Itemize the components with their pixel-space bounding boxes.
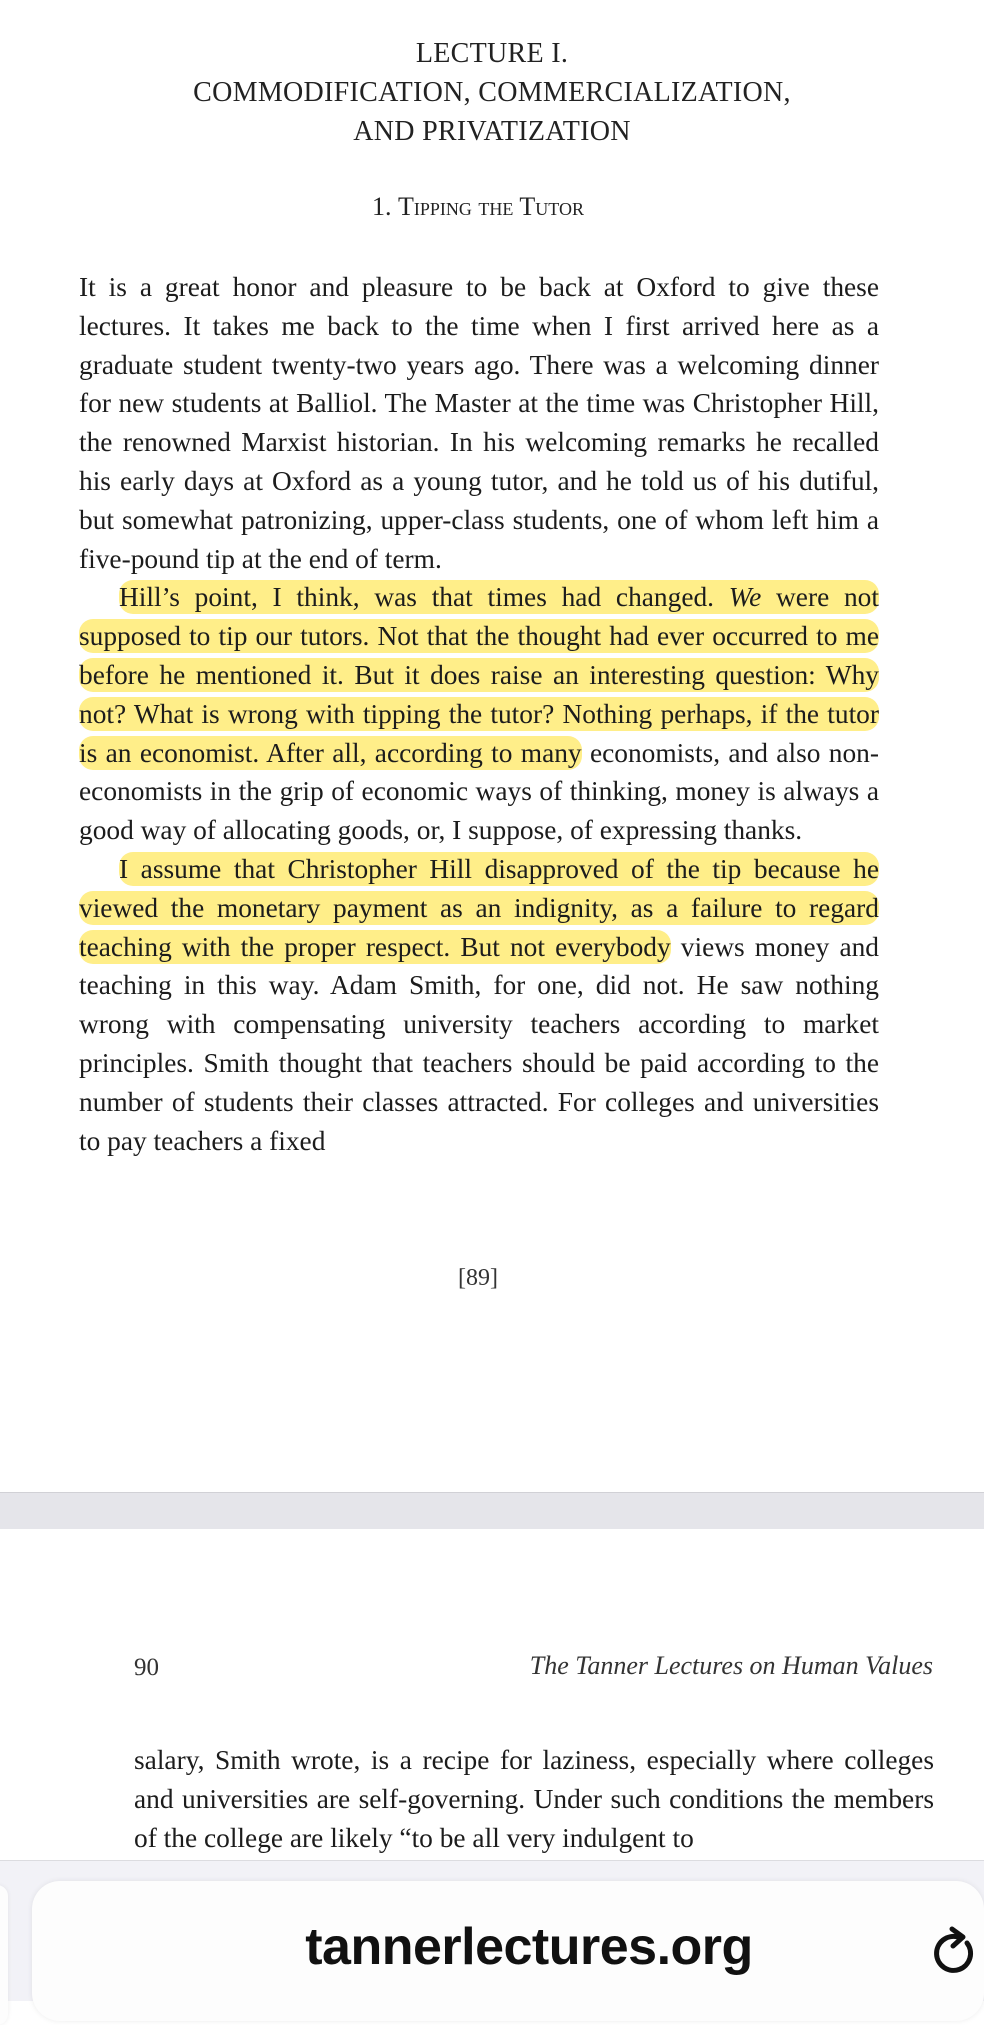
url-text[interactable]: tannerlectures.org: [305, 1918, 753, 1976]
page-separator: [0, 1492, 984, 1530]
body-text: [79, 268, 879, 1160]
section-title: Tipping the Tutor: [398, 192, 584, 221]
page-2-paragraph: salary, Smith wrote, is a recipe for laziness, especially where colleges and universities are self-governing. Under such conditions the members of the college are likely “to be all very indulgent to: [134, 1745, 934, 1853]
title-line-2: COMMODIFICATION, COMMERCIALIZATION,: [193, 77, 791, 108]
paragraph-1: It is a great honor and pleasure to be back at Oxford to give these lectures. It takes me back to the time when I first arrived here as a graduate student twenty-two years ago. There was a welcoming dinner for new students at Balliol. The Master at the time was Christopher Hill, the renowned Marxist historian. In his welcoming remarks he recalled his early days at Oxford as a young tutor, and he told us of his dutiful, but somewhat patronizing, upper-class students, one of whom left him a five-pound tip at the end of term.: [79, 272, 879, 574]
running-head: The Tanner Lectures on Human Values: [529, 1651, 933, 1680]
paragraph-3-rest: views money and teaching in this way. Adam Smith, for one, did not. He saw nothing wrong with compensating university teachers according to market principles. Smith thought that teachers should be paid according to the number of students their classes attracted. For colleges and universities to pay teachers a fixed: [79, 931, 879, 1156]
page-folio: [89]: [458, 1265, 498, 1291]
paragraph-2: [79, 578, 879, 850]
title-line-1: LECTURE I.: [415, 38, 569, 69]
paragraph-3: [79, 850, 879, 1160]
reload-icon[interactable]: [925, 1925, 981, 1981]
highlight-1-text-b: were not supposed to tip our tutors. Not that the thought had ever occurred to me before he mentioned it. But it does raise an interesting question: Why not? What is wrong with tipping the tutor? Nothing perhaps, if the tutor is an economist. After all, according to many: [79, 582, 879, 768]
page-2-body: [134, 1741, 934, 1857]
browser-toolbar: [0, 1860, 984, 2001]
highlight-1-text-a: Hill’s point, I think, was that times had changed.: [119, 582, 729, 613]
lecture-title: [0, 34, 984, 151]
paragraph-2-rest: economists, and also non-economists in the grip of economic ways of thinking, money is always a good way of allocating goods, or, I suppose, of expressing thanks.: [79, 737, 879, 846]
title-line-3: AND PRIVATIZATION: [353, 116, 631, 147]
emphasis-we: We: [728, 582, 762, 613]
page-number: 90: [134, 1654, 159, 1681]
highlight-2[interactable]: I assume that Christopher Hill disapproved of the tip because he viewed the monetary payment as an indignity, as a failure to regard teaching with the proper respect. But not everybody: [79, 853, 879, 962]
section-number: 1.: [372, 192, 392, 221]
address-bar[interactable]: [32, 1881, 984, 2021]
section-heading: [0, 192, 956, 222]
previous-tab-edge[interactable]: [0, 1885, 8, 2025]
